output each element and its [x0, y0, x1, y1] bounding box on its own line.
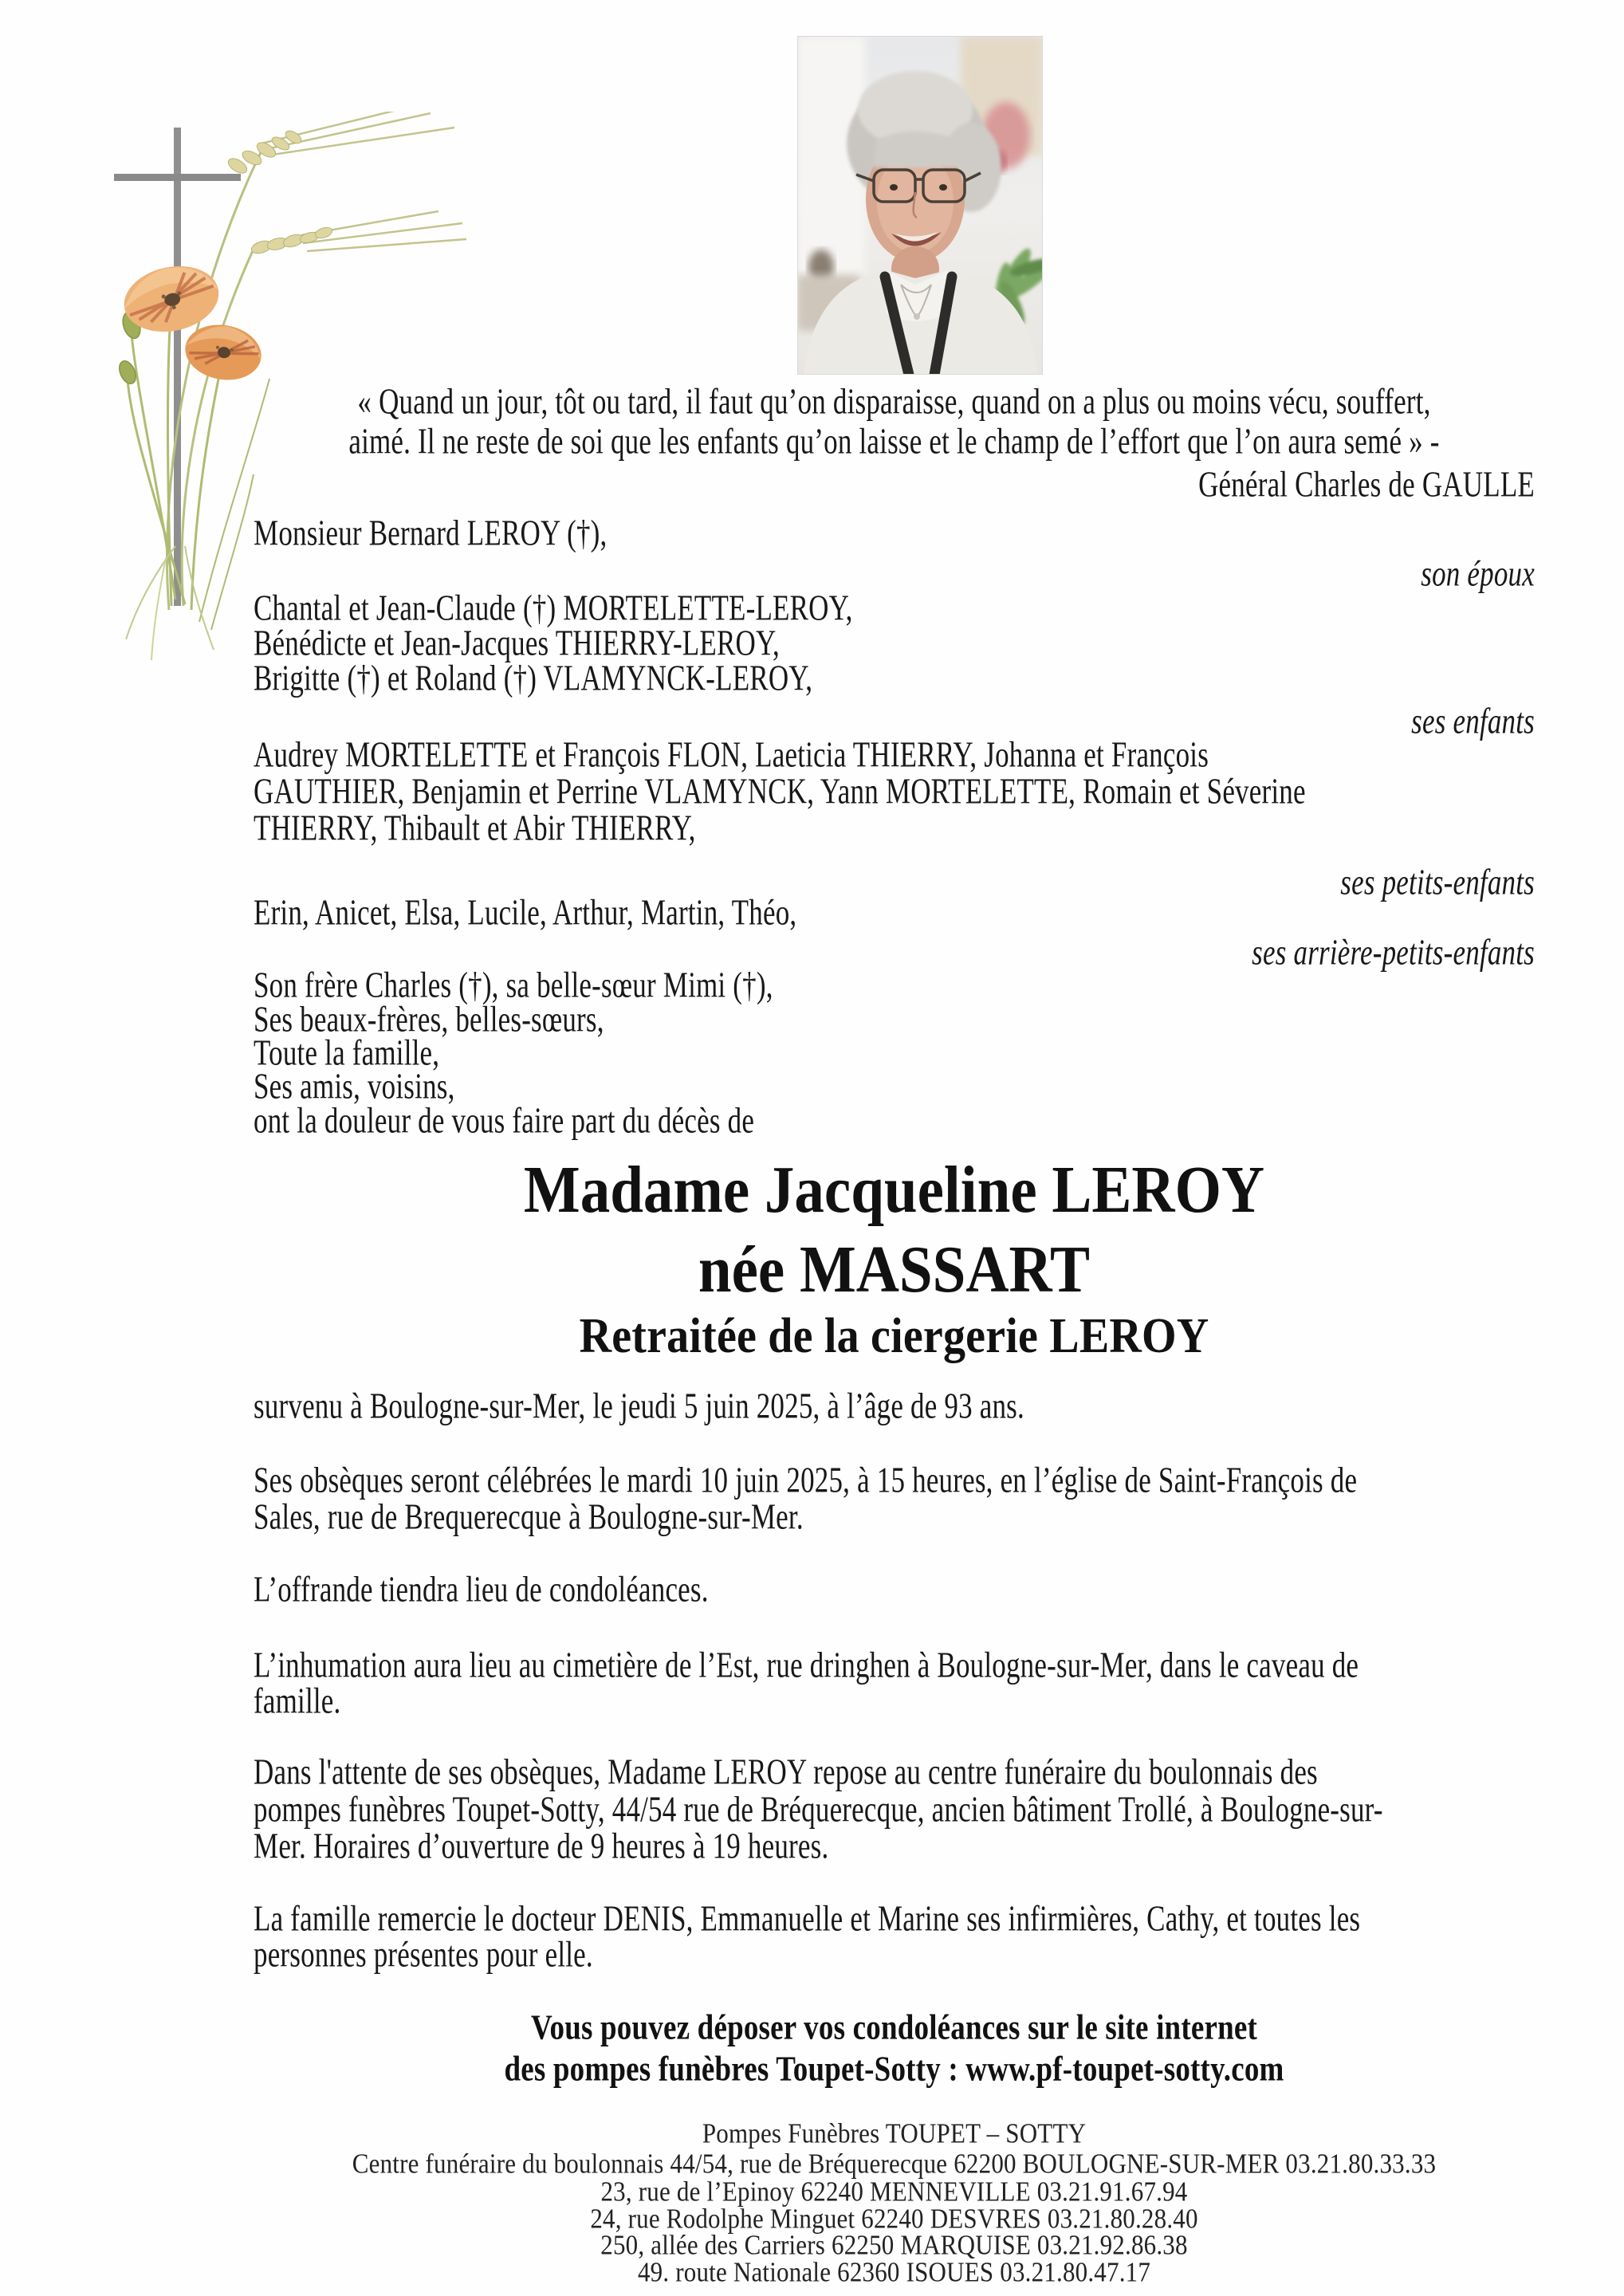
condolences-line-2: des pompes funèbres Toupet-Sotty : www.pf-toupet-sotty.com [504, 2050, 1284, 2090]
portrait-photo [797, 36, 1043, 375]
offering-line: L’offrande tiendra lieu de condoléances. [254, 1569, 709, 1610]
deceased-subtitle: Retraitée de la ciergerie LEROY [579, 1308, 1209, 1364]
thanks-line-2: personnes présentes pour elle. [254, 1934, 593, 1975]
burial-line-1: L’inhumation aura lieu au cimetière de l’Est, rue dringhen à Boulogne-sur-Mer, dans le caveau de [254, 1645, 1359, 1685]
quote-line-1: « Quand un jour, tôt ou tard, il faut qu’on disparaisse, quand on a plus ou moins vécu, souffert, [357, 381, 1431, 422]
footer-location-4: 250, allée des Carriers 62250 MARQUISE 03.21.92.86.38 [600, 2229, 1188, 2261]
burial-line-2: famille. [254, 1681, 341, 1721]
relatives-line-1: Son frère Charles (†), sa belle-sœur Mimi (†), [254, 965, 773, 1005]
spouse-line: Monsieur Bernard LEROY (†), [254, 513, 608, 553]
great-grandchildren-label: ses arrière-petits-enfants [1252, 932, 1535, 973]
ceremony-line-2: Sales, rue de Brequerecque à Boulogne-sur-Mer. [254, 1496, 804, 1537]
grandchildren-line-2: GAUTHIER, Benjamin et Perrine VLAMYNCK, Yann MORTELETTE, Romain et Séverine [254, 771, 1306, 812]
death-line: survenu à Boulogne-sur-Mer, le jeudi 5 juin 2025, à l’âge de 93 ans. [254, 1386, 1024, 1426]
poppy-flower [118, 258, 265, 385]
children-line-1: Chantal et Jean-Claude (†) MORTELETTE-LEROY, [254, 588, 853, 628]
repose-line-3: Mer. Horaires d’ouverture de 9 heures à 19 heures. [254, 1826, 829, 1866]
announcement-line: ont la douleur de vous faire part du décès de [254, 1100, 755, 1141]
footer-location-5: 49. route Nationale 62360 ISOUES 03.21.80.47.17 [637, 2256, 1151, 2288]
deceased-name-line-2: née MASSART [698, 1233, 1091, 1307]
great-grandchildren-line: Erin, Anicet, Elsa, Lucile, Arthur, Martin, Théo, [254, 892, 797, 933]
quote-line-2: aimé. Il ne reste de soi que les enfants qu’on laisse et le champ de l’effort que l’on aura semé » - [348, 421, 1440, 462]
repose-line-1: Dans l'attente de ses obsèques, Madame LEROY repose au centre funéraire du boulonnais des [254, 1751, 1318, 1792]
condolences-line-1: Vous pouvez déposer vos condoléances sur le site internet [530, 2008, 1258, 2048]
children-label: ses enfants [1411, 701, 1535, 741]
grandchildren-label: ses petits-enfants [1340, 862, 1535, 902]
footer-company: Pompes Funèbres TOUPET – SOTTY [702, 2117, 1087, 2149]
relatives-line-2: Ses beaux-frères, belles-sœurs, [254, 999, 604, 1040]
footer-location-2: 23, rue de l’Epinoy 62240 MENNEVILLE 03.21.91.67.94 [600, 2176, 1188, 2208]
relatives-line-3: Toute la famille, [254, 1032, 440, 1073]
children-line-2: Bénédicte et Jean-Jacques THIERRY-LEROY, [254, 623, 780, 663]
relatives-line-4: Ses amis, voisins, [254, 1066, 455, 1107]
grandchildren-line-3: THIERRY, Thibault et Abir THIERRY, [254, 808, 696, 848]
footer-location-3: 24, rue Rodolphe Minguet 62240 DESVRES 03.21.80.28.40 [590, 2203, 1198, 2235]
footer-location-1: Centre funéraire du boulonnais 44/54, rue de Bréquerecque 62200 BOULOGNE-SUR-MER 03.21.80.33.33 [352, 2148, 1437, 2180]
deceased-name-line-1: Madame Jacqueline LEROY [523, 1153, 1265, 1228]
quote-attribution: Général Charles de GAULLE [1198, 464, 1535, 505]
grandchildren-line-1: Audrey MORTELETTE et François FLON, Laeticia THIERRY, Johanna et François [254, 734, 1209, 775]
spouse-label: son époux [1421, 553, 1535, 594]
ceremony-line-1: Ses obsèques seront célébrées le mardi 10 juin 2025, à 15 heures, en l’église de Saint-François de [254, 1460, 1358, 1500]
repose-line-2: pompes funèbres Toupet-Sotty, 44/54 rue de Bréquerecque, ancien bâtiment Trollé, à Boulogne-sur- [254, 1789, 1383, 1830]
thanks-line-1: La famille remercie le docteur DENIS, Emmanuelle et Marine ses infirmières, Cathy, et toutes les [254, 1898, 1361, 1939]
children-line-3: Brigitte (†) et Roland (†) VLAMYNCK-LEROY, [254, 658, 813, 698]
